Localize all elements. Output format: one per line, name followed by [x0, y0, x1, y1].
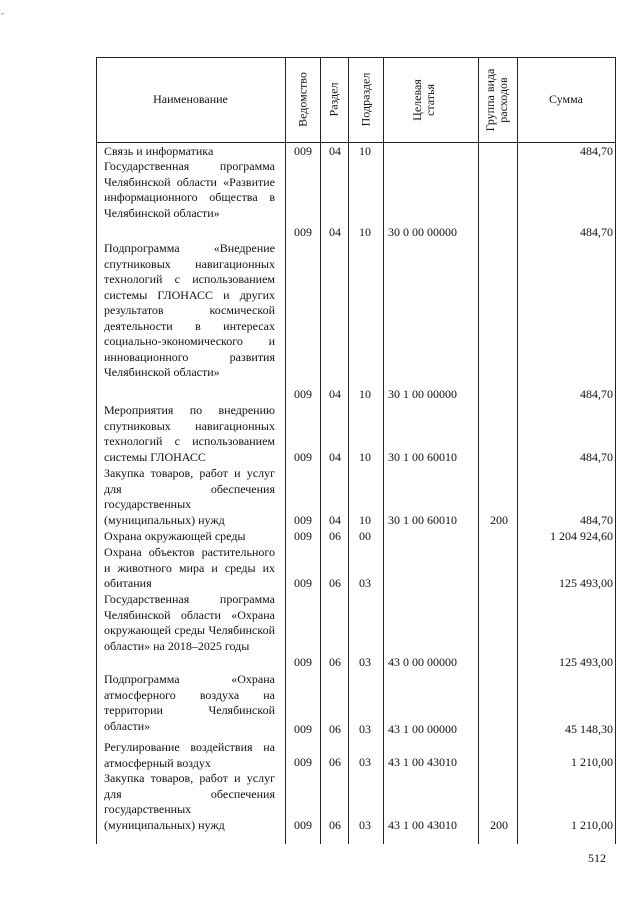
header-subsection: Подраздел [358, 72, 373, 127]
row-department: 009 [294, 722, 312, 736]
row-section: 04 [329, 513, 341, 527]
row-department: 009 [294, 529, 312, 543]
row-sum: 125 493,00 [559, 655, 613, 669]
row-sum: 125 493,00 [559, 576, 613, 590]
header-group-line2: расходов [496, 77, 510, 123]
header-group [484, 50, 512, 150]
row-target: 30 1 00 60010 [388, 450, 457, 464]
row-name: Закупка товаров, работ и услуг для обеспечения государственных (муниципальных) нужд [104, 466, 275, 527]
row-section: 06 [329, 529, 341, 543]
header-target-line1: Целевая [410, 79, 424, 121]
row-section: 04 [329, 225, 341, 239]
row-section: 06 [329, 722, 341, 736]
header-bottom-border [96, 142, 616, 143]
margin-mark: - [1, 8, 4, 18]
row-name: Государственная программа Челябинской области «Развитие информационного общества в Челябинской области» [104, 159, 275, 220]
row-group: 200 [490, 513, 508, 527]
row-sum: 1 204 924,60 [550, 529, 613, 543]
row-name: Государственная программа Челябинской области «Охрана окружающей среды Челябинской области» на 2018–2025 годы [104, 592, 275, 653]
row-subsection: 10 [359, 387, 371, 401]
page-number: 512 [588, 851, 606, 865]
table-top-border [96, 57, 616, 58]
col-divider-cel [383, 57, 384, 844]
row-sum: 1 210,00 [571, 818, 613, 832]
row-name: Закупка товаров, работ и услуг для обеспечения государственных (муниципальных) нужд [104, 771, 275, 832]
row-department: 009 [294, 450, 312, 464]
col-divider-raz [320, 57, 321, 844]
row-name: Регулирование воздействия на атмосферный воздух [104, 740, 275, 770]
row-department: 009 [294, 144, 312, 158]
row-target: 30 0 00 00000 [388, 225, 457, 239]
row-group: 200 [490, 818, 508, 832]
row-sum: 484,70 [580, 450, 613, 464]
row-section: 06 [329, 755, 341, 769]
row-section: 04 [329, 144, 341, 158]
row-department: 009 [294, 513, 312, 527]
row-sum: 484,70 [580, 144, 613, 158]
col-divider-sum [517, 57, 518, 844]
header-name: Наименование [153, 92, 228, 106]
row-sum: 484,70 [580, 387, 613, 401]
row-subsection: 03 [359, 722, 371, 736]
row-name: Подпрограмма «Внедрение спутниковых навигационных технологий с использованием системы ГЛОНАСС и других результатов космической деятельности в интересах социально-экономического и инновационного развития Челябинской области» [104, 241, 275, 379]
row-target: 30 1 00 60010 [388, 513, 457, 527]
row-section: 06 [329, 818, 341, 832]
row-name: Охрана окружающей среды [104, 529, 246, 543]
header-department: Ведомство [295, 72, 310, 127]
row-sum: 484,70 [580, 225, 613, 239]
row-subsection: 10 [359, 450, 371, 464]
row-target: 30 1 00 00000 [388, 387, 457, 401]
row-section: 06 [329, 576, 341, 590]
row-subsection: 03 [359, 755, 371, 769]
header-section: Раздел [326, 82, 341, 117]
row-department: 009 [294, 655, 312, 669]
row-target: 43 1 00 00000 [388, 722, 457, 736]
row-name: Охрана объектов растительного и животного мира и среды их обитания [104, 545, 275, 590]
col-divider-ved [285, 57, 286, 844]
row-name: Подпрограмма «Охрана атмосферного воздуха на территории Челябинской области» [104, 672, 275, 733]
table-left-border [96, 57, 97, 844]
row-subsection: 03 [359, 576, 371, 590]
col-divider-grp [478, 57, 479, 844]
row-sum: 484,70 [580, 513, 613, 527]
row-target: 43 0 00 00000 [388, 655, 457, 669]
row-subsection: 10 [359, 144, 371, 158]
row-department: 009 [294, 576, 312, 590]
row-subsection: 03 [359, 818, 371, 832]
header-group-line1: Группа вида [483, 68, 497, 132]
row-target: 43 1 00 43010 [388, 818, 457, 832]
row-subsection: 10 [359, 225, 371, 239]
row-target: 43 1 00 43010 [388, 755, 457, 769]
row-sum: 1 210,00 [571, 755, 613, 769]
row-sum: 45 148,30 [565, 722, 613, 736]
row-department: 009 [294, 755, 312, 769]
row-department: 009 [294, 818, 312, 832]
header-target [411, 50, 439, 150]
col-divider-pod [348, 57, 349, 844]
row-name: Мероприятия по внедрению спутниковых навигационных технологий с использованием системы ГЛОНАСС [104, 403, 275, 464]
row-subsection: 00 [359, 529, 371, 543]
row-department: 009 [294, 225, 312, 239]
row-section: 04 [329, 387, 341, 401]
row-section: 04 [329, 450, 341, 464]
header-target-line2: статья [423, 84, 437, 116]
header-sum: Сумма [549, 92, 583, 106]
row-section: 06 [329, 655, 341, 669]
row-name: Связь и информатика [104, 144, 214, 158]
row-subsection: 10 [359, 513, 371, 527]
row-subsection: 03 [359, 655, 371, 669]
row-department: 009 [294, 387, 312, 401]
table-right-border [615, 57, 616, 844]
